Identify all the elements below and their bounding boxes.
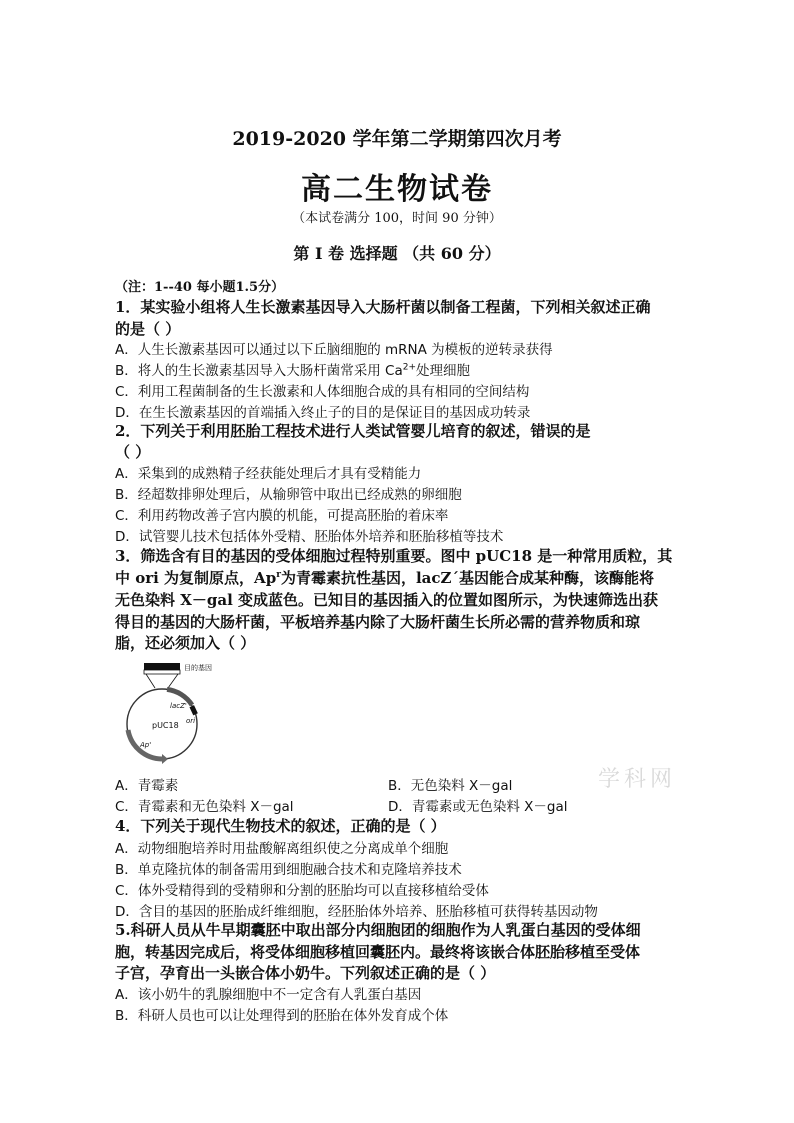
q3-stem-line1: 3．筛选含有目的基因的受体细胞过程特别重要。图中 pUC18 是一种常用质粒，其	[115, 547, 673, 565]
watermark: 学科网	[598, 767, 677, 792]
ampr-arrowhead	[162, 754, 168, 764]
q1-option-c: C．利用工程菌制备的生长激素和人体细胞合成的具有相同的空间结构	[115, 384, 530, 400]
q3-stem-line2	[115, 567, 654, 588]
q2-option-b: B．经超数排卵处理后，从输卵管中取出已经成熟的卵细胞	[115, 487, 462, 503]
q3-stem-line5: 脂，还必须加入（ ）	[115, 634, 256, 652]
q4-stem: 4．下列关于现代生物技术的叙述，正确的是（ ）	[115, 817, 446, 835]
q5-option-b: B．科研人员也可以让处理得到的胚胎在体外发育成个体	[115, 1008, 449, 1024]
q3-stem-line3: 无色染料 X－gal 变成蓝色。已知目的基因插入的位置如图所示，为快速筛选出获	[115, 591, 658, 609]
q4-option-c: C．体外受精得到的受精卵和分割的胚胎均可以直接移植给受体	[115, 883, 489, 899]
q5-option-a: A．该小奶牛的乳腺细胞中不一定含有人乳蛋白基因	[115, 987, 422, 1003]
q4-option-a: A．动物细胞培养时用盐酸解离组织使之分离成单个细胞	[115, 841, 449, 857]
q3-option-d: D．青霉素或无色染料 X－gal	[388, 799, 568, 815]
q3-option-c: C．青霉素和无色染料 X－gal	[115, 799, 294, 815]
plasmid-name-label: pUC18	[152, 721, 179, 730]
insertion-line-right	[168, 674, 178, 688]
ori-label: ori	[186, 717, 196, 725]
exam-score-note: （本试卷满分 100，时间 90 分钟）	[292, 211, 502, 226]
q3-stem-line2-text: 中 ori 为复制原点，Ap	[115, 569, 277, 587]
target-gene-bar	[144, 663, 180, 670]
q2-option-d: D．试管婴儿技术包括体外受精、胚胎体外培养和胚胎移植等技术	[115, 529, 504, 545]
q3-stem-line4: 得目的基因的大肠杆菌，平板培养基内除了大肠杆菌生长所必需的营养物质和琼	[115, 613, 641, 631]
scoring-note: （注：1--40 每小题1.5分）	[115, 280, 285, 295]
q1-option-b-superscript: 2+	[402, 362, 417, 373]
q4-option-d: D．含目的基因的胚胎成纤维细胞，经胚胎体外培养、胚胎移植可获得转基因动物	[115, 904, 598, 920]
ori-marker	[189, 705, 197, 715]
q3-stem-line2-superscript: r	[276, 570, 281, 580]
q4-option-b: B．单克隆抗体的制备需用到细胞融合技术和克隆培养技术	[115, 862, 462, 878]
q5-stem-line1: 5.科研人员从牛早期囊胚中取出部分内细胞团的细胞作为人乳蛋白基因的受体细	[115, 921, 641, 939]
q1-option-b-text: B．将人的生长激素基因导入大肠杆菌常采用 Ca	[115, 363, 403, 379]
plasmid-pUC18-figure	[118, 660, 228, 765]
q1-option-d: D．在生长激素基因的首端插入终止子的目的是保证目的基因成功转录	[115, 405, 531, 421]
q1-option-b-text-end: 处理细胞	[416, 363, 471, 379]
q2-option-a: A．采集到的成熟精子经获能处理后才具有受精能力	[115, 466, 422, 482]
q2-option-c: C．利用药物改善子宫内膜的机能，可提高胚胎的着床率	[115, 508, 449, 524]
q2-stem-line1: 2．下列关于利用胚胎工程技术进行人类试管婴儿培育的叙述，错误的是	[115, 422, 591, 440]
exam-subject-title: 高二生物试卷	[301, 172, 493, 207]
q3-stem-line2-text-end: 为青霉素抗性基因，lacZ´基因能合成某种酶，该酶能将	[280, 569, 654, 587]
q1-option-b	[115, 359, 470, 379]
insertion-line-left	[146, 674, 155, 688]
section-title: 第 I 卷 选择题 （共 60 分）	[293, 244, 501, 263]
lacz-label: lacZ'	[170, 702, 187, 710]
target-gene-bar-lower	[144, 670, 180, 674]
q5-stem-line2: 胞，转基因完成后，将受体细胞移植回囊胚内。最终将该嵌合体胚胎移植至受体	[115, 943, 641, 961]
exam-term-title: 2019-2020 学年第二学期第四次月考	[232, 128, 562, 150]
q1-stem-line2: 的是（ ）	[115, 320, 181, 338]
ampr-label: Ap'	[140, 741, 152, 749]
target-gene-label: 目的基因	[184, 664, 212, 672]
q2-stem-line2: （ ）	[115, 443, 151, 461]
q1-option-a: A．人生长激素基因可以通过以下丘脑细胞的 mRNA 为模板的逆转录获得	[115, 342, 553, 358]
q3-option-a: A．青霉素	[115, 778, 179, 794]
q1-stem-line1: 1．某实验小组将人生长激素基因导入大肠杆菌以制备工程菌，下列相关叙述正确	[115, 298, 651, 316]
q5-stem-line3: 子宫，孕育出一头嵌合体小奶牛。下列叙述正确的是（ ）	[115, 964, 496, 982]
q3-option-b: B．无色染料 X－gal	[388, 778, 513, 794]
